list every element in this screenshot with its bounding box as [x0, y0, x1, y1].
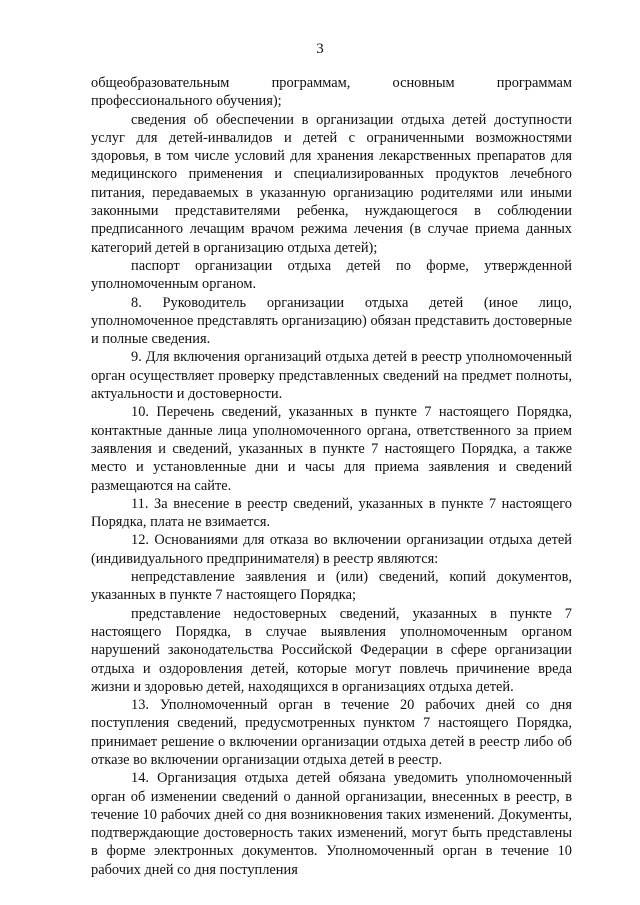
paragraph: представление недостоверных сведений, указанных в пункте 7 настоящего Порядка, в случае выявления уполномоченным органом нарушений законодательства Российской Федерации в сфере организации отдыха и оздоровления детей, которые могут повлечь причинение вреда жизни и здоровью детей, находящихся в организациях отдыха детей.	[91, 605, 572, 695]
paragraph: общеобразовательным программам, основным программам профессионального обучения);	[91, 75, 572, 110]
paragraph-item-9: 9. Для включения организаций отдыха детей в реестр уполномоченный орган осуществляет проверку представленных сведений на предмет полноты, актуальности и достоверности.	[91, 349, 572, 403]
paragraph-item-14: 14. Организация отдыха детей обязана уведомить уполномоченный орган об изменении сведений о данной организации, внесенных в реестр, в течение 10 рабочих дней со дня возникновения таких изменений. Документы, подтверждающие достоверность таких изменений, могут быть представлены в форме электронных документов. Уполномоченный орган в течение 10 рабочих дней со дня поступления	[91, 770, 572, 878]
paragraph-item-12: 12. Основаниями для отказа во включении организации отдыха детей (индивидуального предпринимателя) в реестр являются:	[91, 532, 572, 567]
paragraph: сведения об обеспечении в организации отдыха детей доступности услуг для детей-инвалидов и детей с ограниченными возможностями здоровья, в том числе условий для хранения лекарственных препаратов для медицинского применения и специализированных продуктов лечебного питания, передаваемых в указанную организацию родителями или иными законными представителями ребенка, нуждающегося в соблюдении предписанного лечащим врачом режима лечения (в случае приема данных категорий детей в организацию отдыха детей);	[91, 111, 572, 256]
paragraph: паспорт организации отдыха детей по форме, утвержденной уполномоченным органом.	[91, 257, 572, 293]
paragraph-item-8: 8. Руководитель организации отдыха детей (иное лицо, уполномоченное представлять организацию) обязан представить достоверные и полные сведения.	[91, 294, 572, 348]
paragraph-item-11: 11. За внесение в реестр сведений, указанных в пункте 7 настоящего Порядка, плата не взимается.	[91, 495, 572, 531]
page-number: 3	[316, 41, 324, 57]
paragraph-item-10: 10. Перечень сведений, указанных в пункте 7 настоящего Порядка, контактные данные лица уполномоченного органа, ответственного за прием заявления и сведений, указанных в пункте 7 настоящего Порядка, а также место и установленные дни и часы для приема заявления и сведений размещаются на сайте.	[91, 404, 572, 494]
paragraph-item-13: 13. Уполномоченный орган в течение 20 рабочих дней со дня поступления сведений, предусмотренных пунктом 7 настоящего Порядка, принимает решение о включении организации отдыха детей в реестр либо об отказе во включении организации отдыха детей в реестр.	[91, 697, 572, 768]
document-body	[91, 74, 572, 879]
paragraph: непредставление заявления и (или) сведений, копий документов, указанных в пункте 7 настоящего Порядка;	[91, 569, 572, 604]
